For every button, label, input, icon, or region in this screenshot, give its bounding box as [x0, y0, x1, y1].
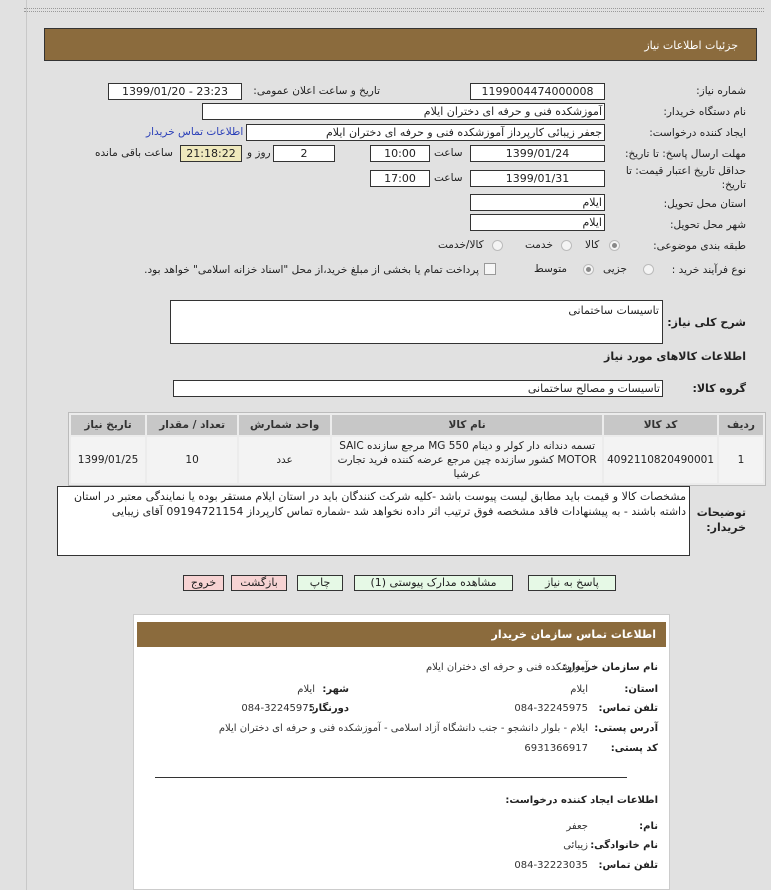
col-row: ردیف [719, 415, 763, 435]
contact-title: اطلاعات تماس سازمان خریدار [491, 628, 656, 641]
validity-date-field[interactable]: 1399/01/31 [470, 170, 605, 187]
category-goods-label: کالا [585, 239, 600, 251]
divider [24, 8, 764, 12]
goods-table [68, 412, 766, 486]
col-unit: واحد شمارش [239, 415, 330, 435]
buyer-contact-link[interactable]: اطلاعات تماس خریدار [146, 126, 244, 138]
col-qty: تعداد / مقدار [147, 415, 237, 435]
cell-row: 1 [719, 437, 763, 483]
exit-button[interactable]: خروج [183, 575, 224, 591]
reply-button[interactable]: پاسخ به نیاز [528, 575, 616, 591]
page-header [44, 28, 757, 61]
process-radio-medium[interactable] [583, 264, 594, 275]
validity-label: حداقل تاریخ اعتبار قیمت: تا تاریخ: [625, 165, 746, 191]
contact-province-label: استان: [624, 684, 658, 695]
category-both-label: کالا/خدمت [438, 239, 484, 251]
payment-checkbox[interactable] [484, 263, 496, 275]
postal-label: کد پستی: [610, 743, 658, 754]
process-radio-minor[interactable] [643, 264, 654, 275]
cell-unit: عدد [239, 437, 330, 483]
address-label: آدرس پستی: [594, 723, 658, 734]
group-field[interactable]: تاسیسات و مصالح ساختمانی [173, 380, 663, 397]
contact-divider [155, 777, 627, 778]
view-docs-button[interactable]: مشاهده مدارک پیوستی (1) [354, 575, 513, 591]
buyer-org-label: نام دستگاه خریدار: [663, 106, 746, 118]
notes-label: توضیحات خریدار: [696, 506, 746, 534]
phone-label: تلفن تماس: [598, 703, 658, 714]
need-number-field[interactable]: 1199004474000008 [470, 83, 605, 100]
summary-textarea[interactable]: تاسیسات ساختمانی [170, 300, 663, 344]
process-medium-label: متوسط [534, 263, 567, 275]
deadline-time-label: ساعت [434, 147, 463, 159]
deadline-time-field[interactable]: 10:00 [370, 145, 430, 162]
buyer-org-field[interactable]: آموزشکده فنی و حرفه ای دختران ایلام [202, 103, 605, 120]
col-date: تاریخ نیاز [71, 415, 145, 435]
days-label: روز و [247, 147, 271, 159]
need-number-label: شماره نیاز: [696, 85, 746, 97]
city-field[interactable]: ایلام [470, 214, 605, 231]
deadline-date-field[interactable]: 1399/01/24 [470, 145, 605, 162]
back-button[interactable]: بازگشت [231, 575, 287, 591]
announce-field[interactable]: 1399/01/20 - 23:23 [108, 83, 242, 100]
table-header [71, 415, 763, 435]
family-label: نام خانوادگی: [590, 840, 658, 851]
cell-name: تسمه دندانه دار کولر و دینام MG 550 مرجع سازنده SAIC MOTOR کشور سازنده چین مرجع عرضه کننده فرید تجارت عرشیا [332, 437, 602, 483]
deadline-label: مهلت ارسال پاسخ: تا تاریخ: [624, 148, 746, 160]
name-value: جعفر [566, 821, 588, 832]
creator-phone-value: 084-32223035 [514, 860, 588, 871]
col-code: کد کالا [604, 415, 717, 435]
contact-panel-header [137, 622, 666, 647]
fax-label: دورنگار: [308, 703, 349, 714]
notes-textarea[interactable]: مشخصات کالا و قیمت باید مطابق لیست پیوست باشد -کلیه شرکت کنندگان باید در استان ایلام مستقر بوده یا نمایندگی معتبر در استان داشته باشند - به پیشنهادات فاقد مشخصه فوق ترتیب اثر داده نخواهد شد -شماره تماس کارپرداز 09194721154 آقای زیبایی [57, 486, 690, 556]
city-label: شهر محل تحویل: [670, 219, 746, 231]
remaining-label: ساعت باقی مانده [95, 147, 173, 159]
print-button[interactable]: چاپ [297, 575, 343, 591]
category-radio-goods[interactable] [609, 240, 620, 251]
announce-label: تاریخ و ساعت اعلان عمومی: [253, 85, 380, 97]
province-label: استان محل تحویل: [663, 198, 746, 210]
category-radio-service[interactable] [561, 240, 572, 251]
col-name: نام کالا [332, 415, 602, 435]
goods-section-title: اطلاعات کالاهای مورد نیاز [604, 350, 746, 363]
creator-phone-label: تلفن تماس: [598, 860, 658, 871]
cell-code: 4092110820490001 [604, 437, 717, 483]
org-value: آموزشکده فنی و حرفه ای دختران ایلام [425, 662, 588, 673]
creator-label: ایجاد کننده درخواست: [649, 127, 746, 139]
left-border [26, 0, 27, 890]
contact-province-value: ایلام [570, 684, 588, 695]
contact-city-label: شهر: [322, 684, 349, 695]
table-row [71, 437, 763, 483]
process-minor-label: جزیی [603, 263, 627, 275]
org-label: نام سازمان خریدار: [562, 662, 658, 673]
postal-value: 6931366917 [524, 743, 588, 754]
remaining-time: 21:18:22 [180, 145, 242, 162]
cell-date: 1399/01/25 [71, 437, 145, 483]
creator-info-title: اطلاعات ایجاد کننده درخواست: [505, 795, 658, 806]
family-value: زیبائی [563, 840, 588, 851]
category-label: طبقه بندی موضوعی: [653, 240, 746, 252]
province-field[interactable]: ایلام [470, 194, 605, 211]
name-label: نام: [639, 821, 658, 832]
validity-time-label: ساعت [434, 172, 463, 184]
category-radio-both[interactable] [492, 240, 503, 251]
cell-qty: 10 [147, 437, 237, 483]
summary-label: شرح کلی نیاز: [667, 316, 746, 329]
contact-city-value: ایلام [297, 684, 315, 695]
days-field: 2 [273, 145, 335, 162]
phone-value: 084-32245975 [514, 703, 588, 714]
address-value: ایلام - بلوار دانشجو - جنب دانشگاه آزاد اسلامی - آموزشکده فنی و حرفه ای دختران ایلام [218, 723, 588, 734]
fax-value: 084-32245975 [241, 703, 315, 714]
payment-note: پرداخت تمام یا بخشی از مبلغ خرید،از محل "اسناد خزانه اسلامی" خواهد بود. [144, 264, 479, 276]
page-title: جزئیات اطلاعات نیاز [644, 39, 738, 52]
group-label: گروه کالا: [692, 382, 746, 395]
category-service-label: خدمت [525, 239, 553, 251]
validity-time-field[interactable]: 17:00 [370, 170, 430, 187]
creator-field[interactable]: جعفر زیبائی کارپرداز آموزشکده فنی و حرفه ای دختران ایلام [246, 124, 605, 141]
process-label: نوع فرآیند خرید : [671, 264, 746, 276]
